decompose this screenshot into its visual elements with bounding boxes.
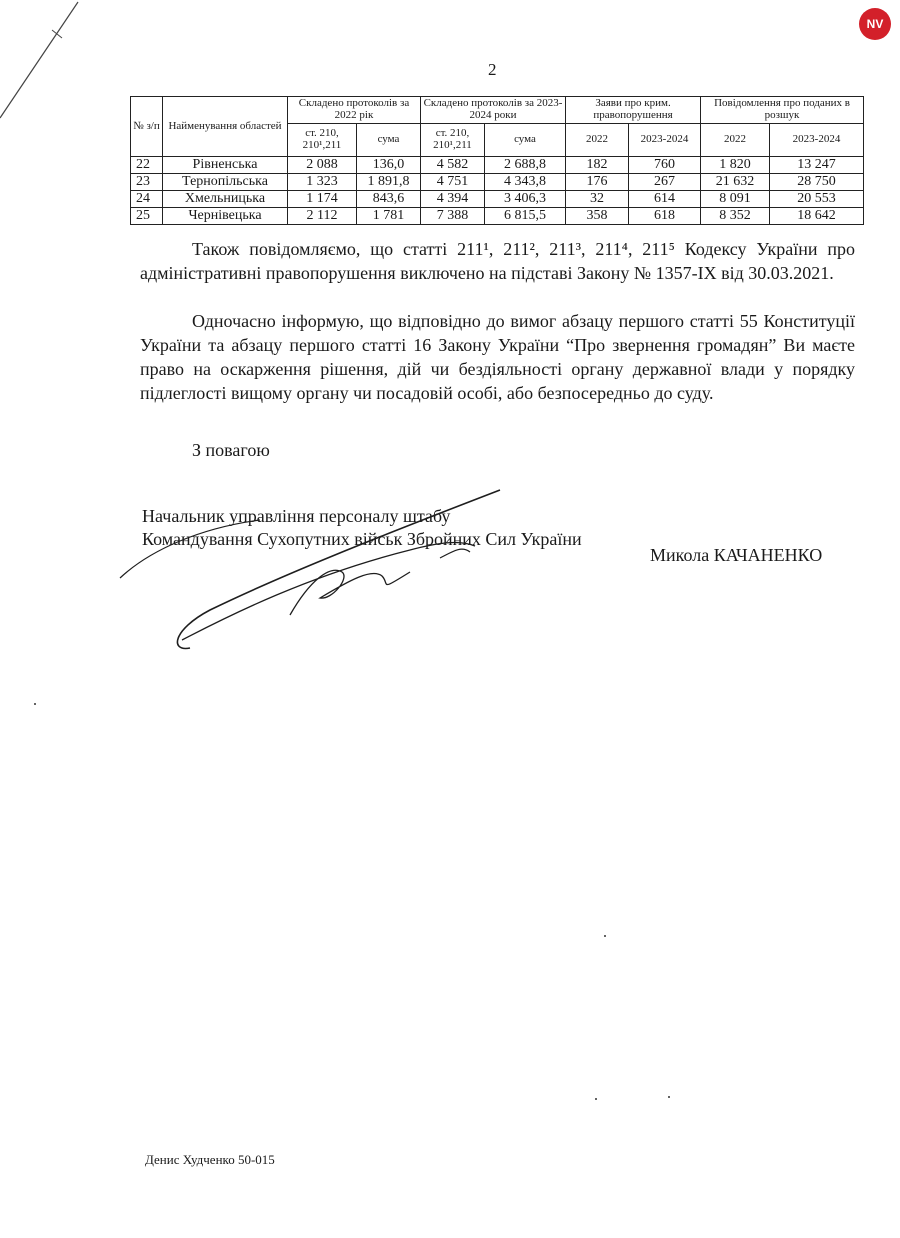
subheader-sum-2022: сума	[357, 124, 421, 157]
cell-region: Чернівецька	[163, 208, 288, 225]
cell-region: Хмельницька	[163, 191, 288, 208]
subheader-crim-2023-2024: 2023-2024	[629, 124, 701, 157]
cell-crim-2022: 32	[566, 191, 629, 208]
table-row	[131, 157, 864, 174]
cell-crim-2023-2024: 618	[629, 208, 701, 225]
scan-speck	[34, 703, 36, 705]
cell-num: 22	[131, 157, 163, 174]
cell-protocols-2022-sum: 843,6	[357, 191, 421, 208]
cell-crim-2023-2024: 760	[629, 157, 701, 174]
cell-protocols-2022-count: 1 323	[288, 174, 357, 191]
header-search-notices: Повідомлення про поданих в розшук	[701, 97, 864, 124]
cell-search-2023-2024: 13 247	[770, 157, 864, 174]
closing-greeting: З повагою	[192, 440, 270, 460]
nv-logo-badge: NV	[859, 8, 891, 40]
cell-protocols-2023-2024-count: 4 582	[421, 157, 485, 174]
cell-region: Рівненська	[163, 157, 288, 174]
subheader-search-2023-2024: 2023-2024	[770, 124, 864, 157]
cell-protocols-2022-sum: 136,0	[357, 157, 421, 174]
subheader-search-2022: 2022	[701, 124, 770, 157]
scan-speck	[604, 935, 606, 937]
cell-protocols-2022-count: 1 174	[288, 191, 357, 208]
cell-num: 24	[131, 191, 163, 208]
cell-protocols-2022-count: 2 088	[288, 157, 357, 174]
paragraph-appeal-rights: Одночасно інформую, що відповідно до вимог абзацу першого статті 55 Конституції України та абзацу першого статті 16 Закону України “Про звернення громадян” Ви маєте право на оскарження рішення, дій чи бездіяльності органу державної влади у порядку підлеглості вищому органу чи посадовій особі, або безпосередньо до суду.	[140, 311, 855, 403]
header-protocols-2023-2024: Складено протоколів за 2023-2024 роки	[421, 97, 566, 124]
cell-protocols-2022-sum: 1 781	[357, 208, 421, 225]
cell-protocols-2023-2024-count: 7 388	[421, 208, 485, 225]
cell-search-2023-2024: 20 553	[770, 191, 864, 208]
cell-search-2022: 21 632	[701, 174, 770, 191]
cell-crim-2022: 358	[566, 208, 629, 225]
scan-speck	[668, 1096, 670, 1098]
cell-protocols-2022-count: 2 112	[288, 208, 357, 225]
statistics-table	[130, 96, 864, 225]
table-row	[131, 191, 864, 208]
scan-artifact-line	[0, 0, 110, 140]
cell-protocols-2023-2024-sum: 2 688,8	[485, 157, 566, 174]
cell-crim-2023-2024: 267	[629, 174, 701, 191]
subheader-crim-2022: 2022	[566, 124, 629, 157]
cell-num: 23	[131, 174, 163, 191]
subheader-sum-2023-2024: сума	[485, 124, 566, 157]
cell-search-2022: 8 091	[701, 191, 770, 208]
header-num: № з/п	[131, 97, 163, 157]
cell-crim-2023-2024: 614	[629, 191, 701, 208]
cell-region: Тернопільська	[163, 174, 288, 191]
cell-search-2023-2024: 28 750	[770, 174, 864, 191]
cell-protocols-2023-2024-sum: 4 343,8	[485, 174, 566, 191]
cell-search-2022: 1 820	[701, 157, 770, 174]
cell-protocols-2023-2024-sum: 6 815,5	[485, 208, 566, 225]
cell-search-2022: 8 352	[701, 208, 770, 225]
table-row	[131, 208, 864, 225]
cell-crim-2022: 176	[566, 174, 629, 191]
cell-crim-2022: 182	[566, 157, 629, 174]
table-row	[131, 174, 864, 191]
cell-protocols-2023-2024-count: 4 751	[421, 174, 485, 191]
executor-contact: Денис Худченко 50-015	[145, 1152, 275, 1167]
cell-num: 25	[131, 208, 163, 225]
cell-protocols-2022-sum: 1 891,8	[357, 174, 421, 191]
handwritten-signature	[110, 480, 530, 670]
page-number: 2	[488, 60, 497, 79]
header-protocols-2022: Складено протоколів за 2022 рік	[288, 97, 421, 124]
cell-protocols-2023-2024-count: 4 394	[421, 191, 485, 208]
paragraph-articles-excluded: Також повідомляємо, що статті 211¹, 211², 211³, 211⁴, 211⁵ Кодексу України про адміністративні правопорушення виключено на підставі Закону № 1357-IX від 30.03.2021.	[140, 239, 855, 283]
signer-name: Микола КАЧАНЕНКО	[650, 545, 823, 565]
cell-protocols-2023-2024-sum: 3 406,3	[485, 191, 566, 208]
subheader-articles-2022: ст. 210, 210¹,211	[288, 124, 357, 157]
subheader-articles-2023-2024: ст. 210, 210¹,211	[421, 124, 485, 157]
scan-speck	[595, 1098, 597, 1100]
header-region: Найменування областей	[163, 97, 288, 157]
signer-position-line: Командування Сухопутних військ Збройних Сил України	[142, 529, 582, 549]
signer-position-line: Начальник управління персоналу штабу	[142, 506, 451, 526]
cell-search-2023-2024: 18 642	[770, 208, 864, 225]
header-criminal-reports: Заяви про крим. правопорушення	[566, 97, 701, 124]
